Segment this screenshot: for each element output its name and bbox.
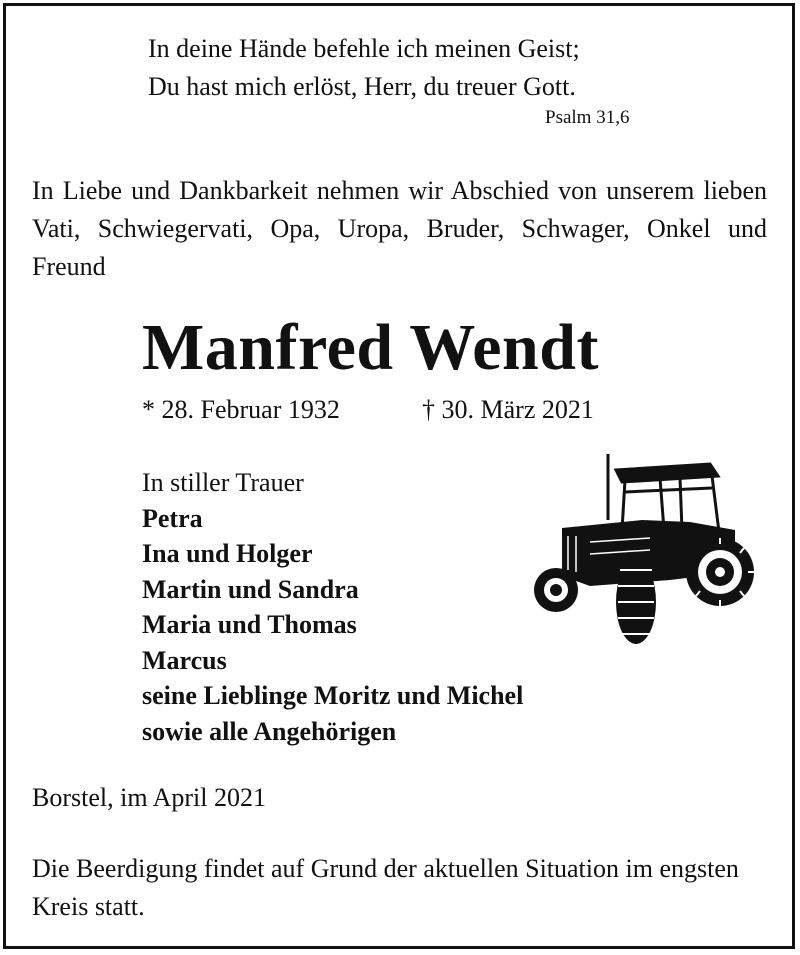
intro-text: In Liebe und Dankbarkeit nehmen wir Abschied von unserem lieben Vati, Schwiegervati, Opa, Uropa, Bruder, Schwager, Onkel und Freund bbox=[32, 176, 767, 281]
deceased-name: Manfred Wendt bbox=[142, 311, 599, 384]
mourners-heading: In stiller Trauer bbox=[142, 468, 304, 497]
mourner-name: Martin und Sandra bbox=[142, 574, 359, 604]
mourner-name: Petra bbox=[142, 503, 203, 533]
mourner-name: Maria und Thomas bbox=[142, 610, 357, 639]
birth-date: * 28. Februar 1932 bbox=[142, 395, 340, 424]
mourner-name: Marcus bbox=[142, 645, 227, 675]
verse-reference: Psalm 31,6 bbox=[545, 107, 630, 128]
mourner-name: seine Lieblinge Moritz und Michel bbox=[142, 681, 524, 710]
mourner-name: Ina und Holger bbox=[142, 539, 313, 568]
tractor-icon bbox=[530, 450, 762, 650]
death-date: † 30. März 2021 bbox=[422, 395, 594, 424]
mourners-block bbox=[142, 465, 523, 749]
funeral-note: Die Beerdigung findet auf Grund der aktuellen Situation im engsten Kreis statt. bbox=[32, 854, 739, 921]
verse-line-2: Du hast mich erlöst, Herr, du treuer Gott. bbox=[148, 72, 576, 101]
mourner-name: sowie alle Angehörigen bbox=[142, 716, 397, 746]
place-date: Borstel, im April 2021 bbox=[32, 783, 266, 812]
verse-line-1: In deine Hände befehle ich meinen Geist; bbox=[148, 34, 580, 63]
